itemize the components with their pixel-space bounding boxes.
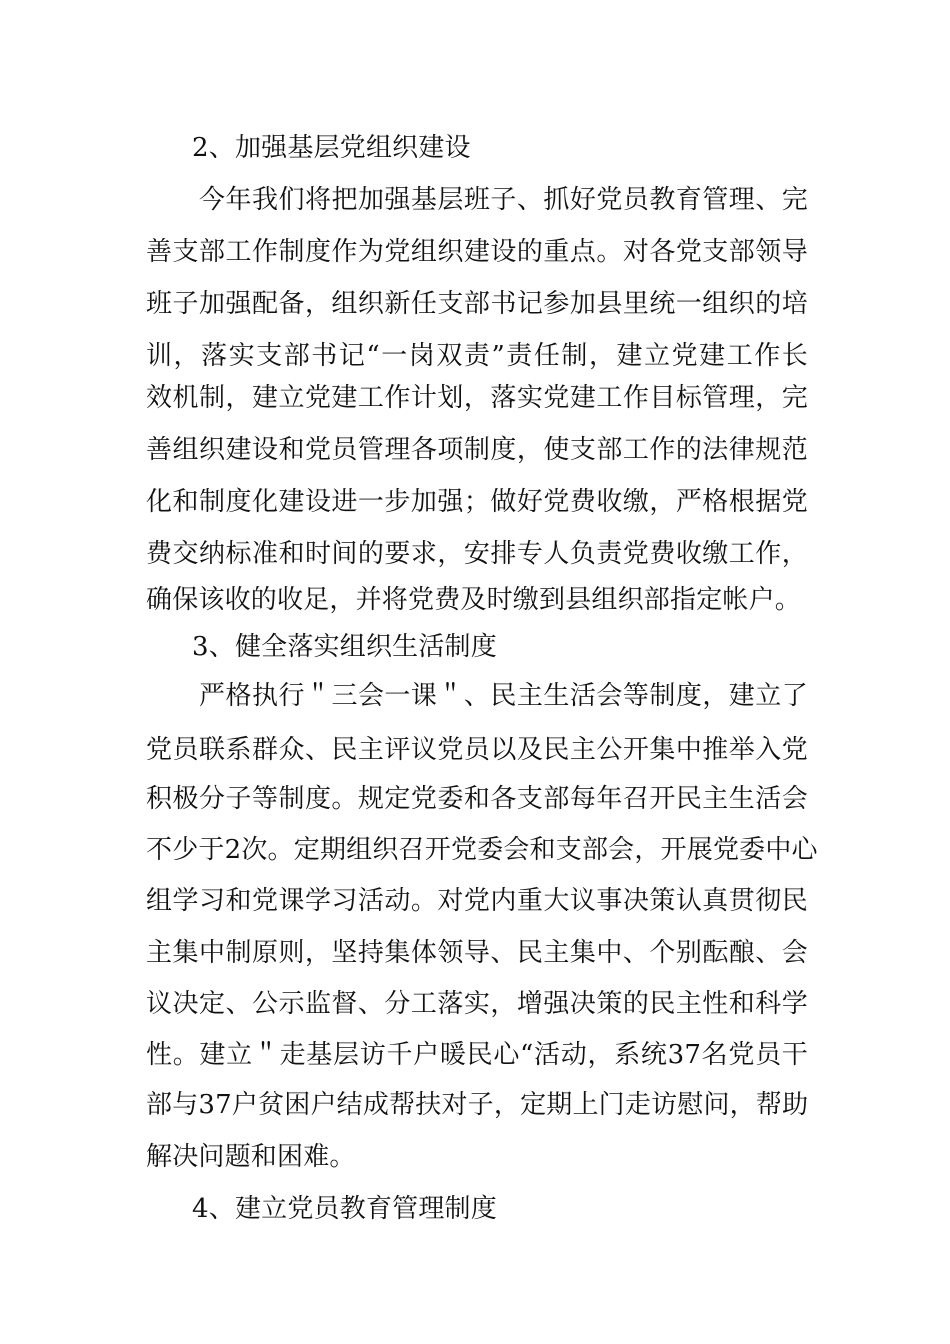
- paragraph-line: 善支部工作制度作为党组织建设的重点。对各党支部领导: [146, 237, 808, 267]
- paragraph-line: 党员联系群众、民主评议党员以及民主公开集中推举入党: [146, 735, 808, 765]
- section-heading: 2、加强基层党组织建设: [192, 133, 471, 163]
- section-heading: 3、健全落实组织生活制度: [192, 632, 497, 662]
- paragraph-line: 积极分子等制度。规定党委和各支部每年召开民主生活会: [146, 784, 808, 814]
- paragraph-line: 化和制度化建设进一步加强；做好党费收缴，严格根据党: [146, 487, 808, 517]
- paragraph-line: 今年我们将把加强基层班子、抓好党员教育管理、完: [199, 185, 808, 215]
- paragraph-line: 训，落实支部书记“一岗双责”责任制，建立党建工作长: [146, 341, 808, 371]
- paragraph-line: 议决定、公示监督、分工落实，增强决策的民主性和科学: [146, 989, 808, 1019]
- paragraph-line: 解决问题和困难。: [146, 1142, 356, 1172]
- paragraph-line: 不少于2次。定期组织召开党委会和支部会，开展党委中心: [146, 835, 818, 865]
- paragraph-line: 班子加强配备，组织新任支部书记参加县里统一组织的培: [146, 289, 808, 319]
- paragraph-line: 严格执行＂三会一课＂、民主生活会等制度，建立了: [199, 681, 808, 711]
- paragraph-line: 费交纳标准和时间的要求，安排专人负责党费收缴工作，: [146, 539, 808, 569]
- paragraph-line: 主集中制原则，坚持集体领导、民主集中、个别酝酿、会: [146, 938, 808, 968]
- paragraph-line: 性。建立＂走基层访千户暖民心“活动，系统37名党员干: [146, 1040, 808, 1070]
- paragraph-line: 善组织建设和党员管理各项制度，使支部工作的法律规范: [146, 435, 808, 465]
- paragraph-line: 效机制，建立党建工作计划，落实党建工作目标管理，完: [146, 383, 808, 413]
- section-heading: 4、建立党员教育管理制度: [192, 1194, 497, 1224]
- paragraph-line: 组学习和党课学习活动。对党内重大议事决策认真贯彻民: [146, 886, 808, 916]
- paragraph-line: 确保该收的收足，并将党费及时缴到县组织部指定帐户。: [146, 585, 802, 615]
- paragraph-line: 部与37户贫困户结成帮扶对子，定期上门走访慰问，帮助: [146, 1090, 809, 1120]
